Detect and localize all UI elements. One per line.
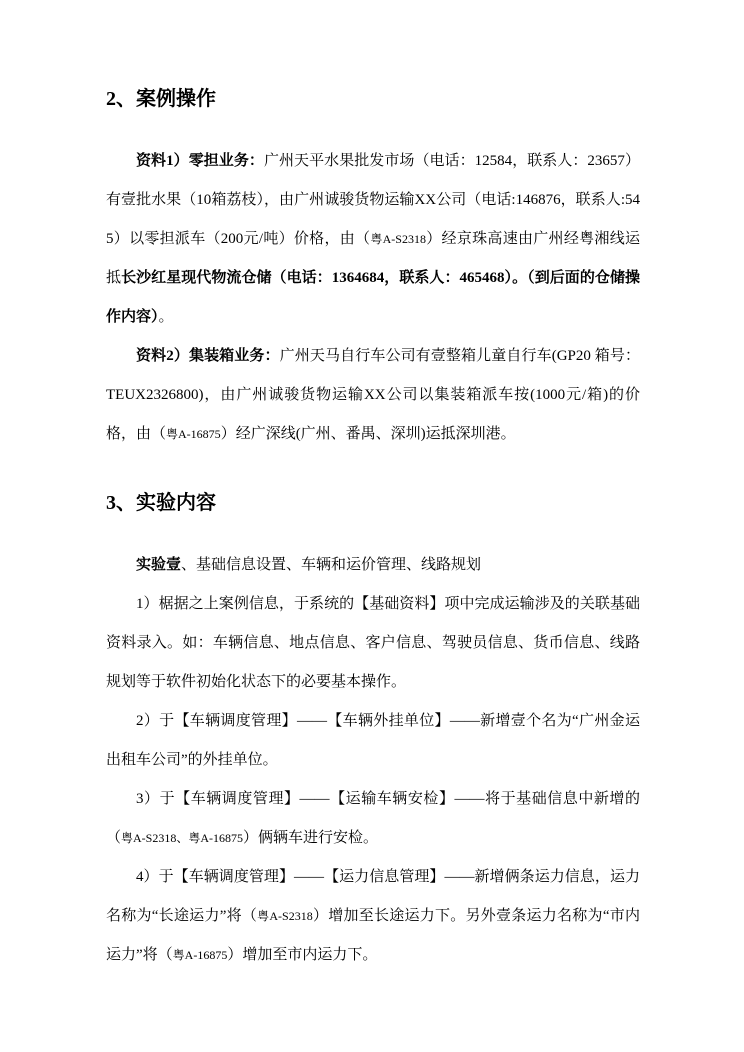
- text-run: 粤A-S2318、粤A-16875: [121, 831, 244, 845]
- paragraph-step-2: [106, 702, 640, 780]
- text-run: 资料1）零担业务：: [136, 153, 264, 169]
- paragraph-step-3: [106, 780, 640, 858]
- text-run: 2）于【车辆调度管理】——【车辆外挂单位】——新增壹个名为“广州金运出租车公司”的外挂单位。: [106, 713, 640, 768]
- text-run: 长沙红星现代物流仓储（电话：1364684，联系人：465468）。（到后面的仓储操作内容）: [106, 270, 640, 325]
- text-run: 1）椐据之上案例信息，于系统的【基础资料】项中完成运输涉及的关联基础资料录入。如：车辆信息、地点信息、客户信息、驾驶员信息、货币信息、线路规划等于软件初始化状态下的必要基本操作。: [106, 596, 640, 690]
- text-run: 粤A-16875: [172, 948, 228, 962]
- text-run: 4）于【车辆调度管理】——【运力信息管理】——新增俩条运力信息，运力名称为“长途运力”将（: [106, 869, 640, 924]
- paragraph-material-1: [106, 142, 640, 337]
- section-heading-case-operation: 2、案例操作: [106, 88, 216, 110]
- text-run: 广州天平水果批发市场（电话：12584，联系人：23657）有壹批水果（10箱荔枝），由广州诚骏货物运输XX公司（电话:146876，联系人:545）以零担派车（200元/吨）价格，由（: [106, 153, 640, 247]
- paragraph-step-4: [106, 858, 640, 975]
- text-run: 粤A-S2318: [370, 232, 426, 246]
- text-run: ）经广深线(广州、番禺、深圳)运抵深圳港。: [220, 426, 516, 442]
- text-run: ）增加至长途运力下。另外壹条运力名称为“市内运力”将（: [106, 908, 640, 963]
- section-heading-experiment-content: 3、实验内容: [106, 492, 216, 514]
- paragraph-material-2: [106, 337, 640, 454]
- paragraph-step-1: [106, 585, 640, 702]
- paragraph-experiment-1-title: [106, 546, 640, 585]
- text-run: 广州天马自行车公司有壹整箱儿童自行车(GP20 箱号：TEUX2326800)，由广州诚骏货物运输XX公司以集装箱派车按(1000元/箱)的价格，由（: [106, 348, 640, 442]
- text-run: ）俩辆车进行安检。: [243, 830, 379, 846]
- text-run: 实验壹: [136, 557, 182, 573]
- text-run: 粤A-S2318: [257, 909, 313, 923]
- text-run: 粤A-16875: [166, 427, 221, 441]
- text-run: ）增加至市内运力下。: [227, 947, 378, 963]
- text-run: 3）于【车辆调度管理】——【运输车辆安检】——将于基础信息中新增的（: [106, 791, 640, 846]
- text-run: 。: [158, 309, 174, 325]
- text-run: 资料2）集装箱业务：: [136, 348, 280, 364]
- text-run: ）经京珠高速由广州经粤湘线运抵: [106, 231, 640, 286]
- text-run: 、基础信息设置、车辆和运价管理、线路规划: [181, 557, 482, 573]
